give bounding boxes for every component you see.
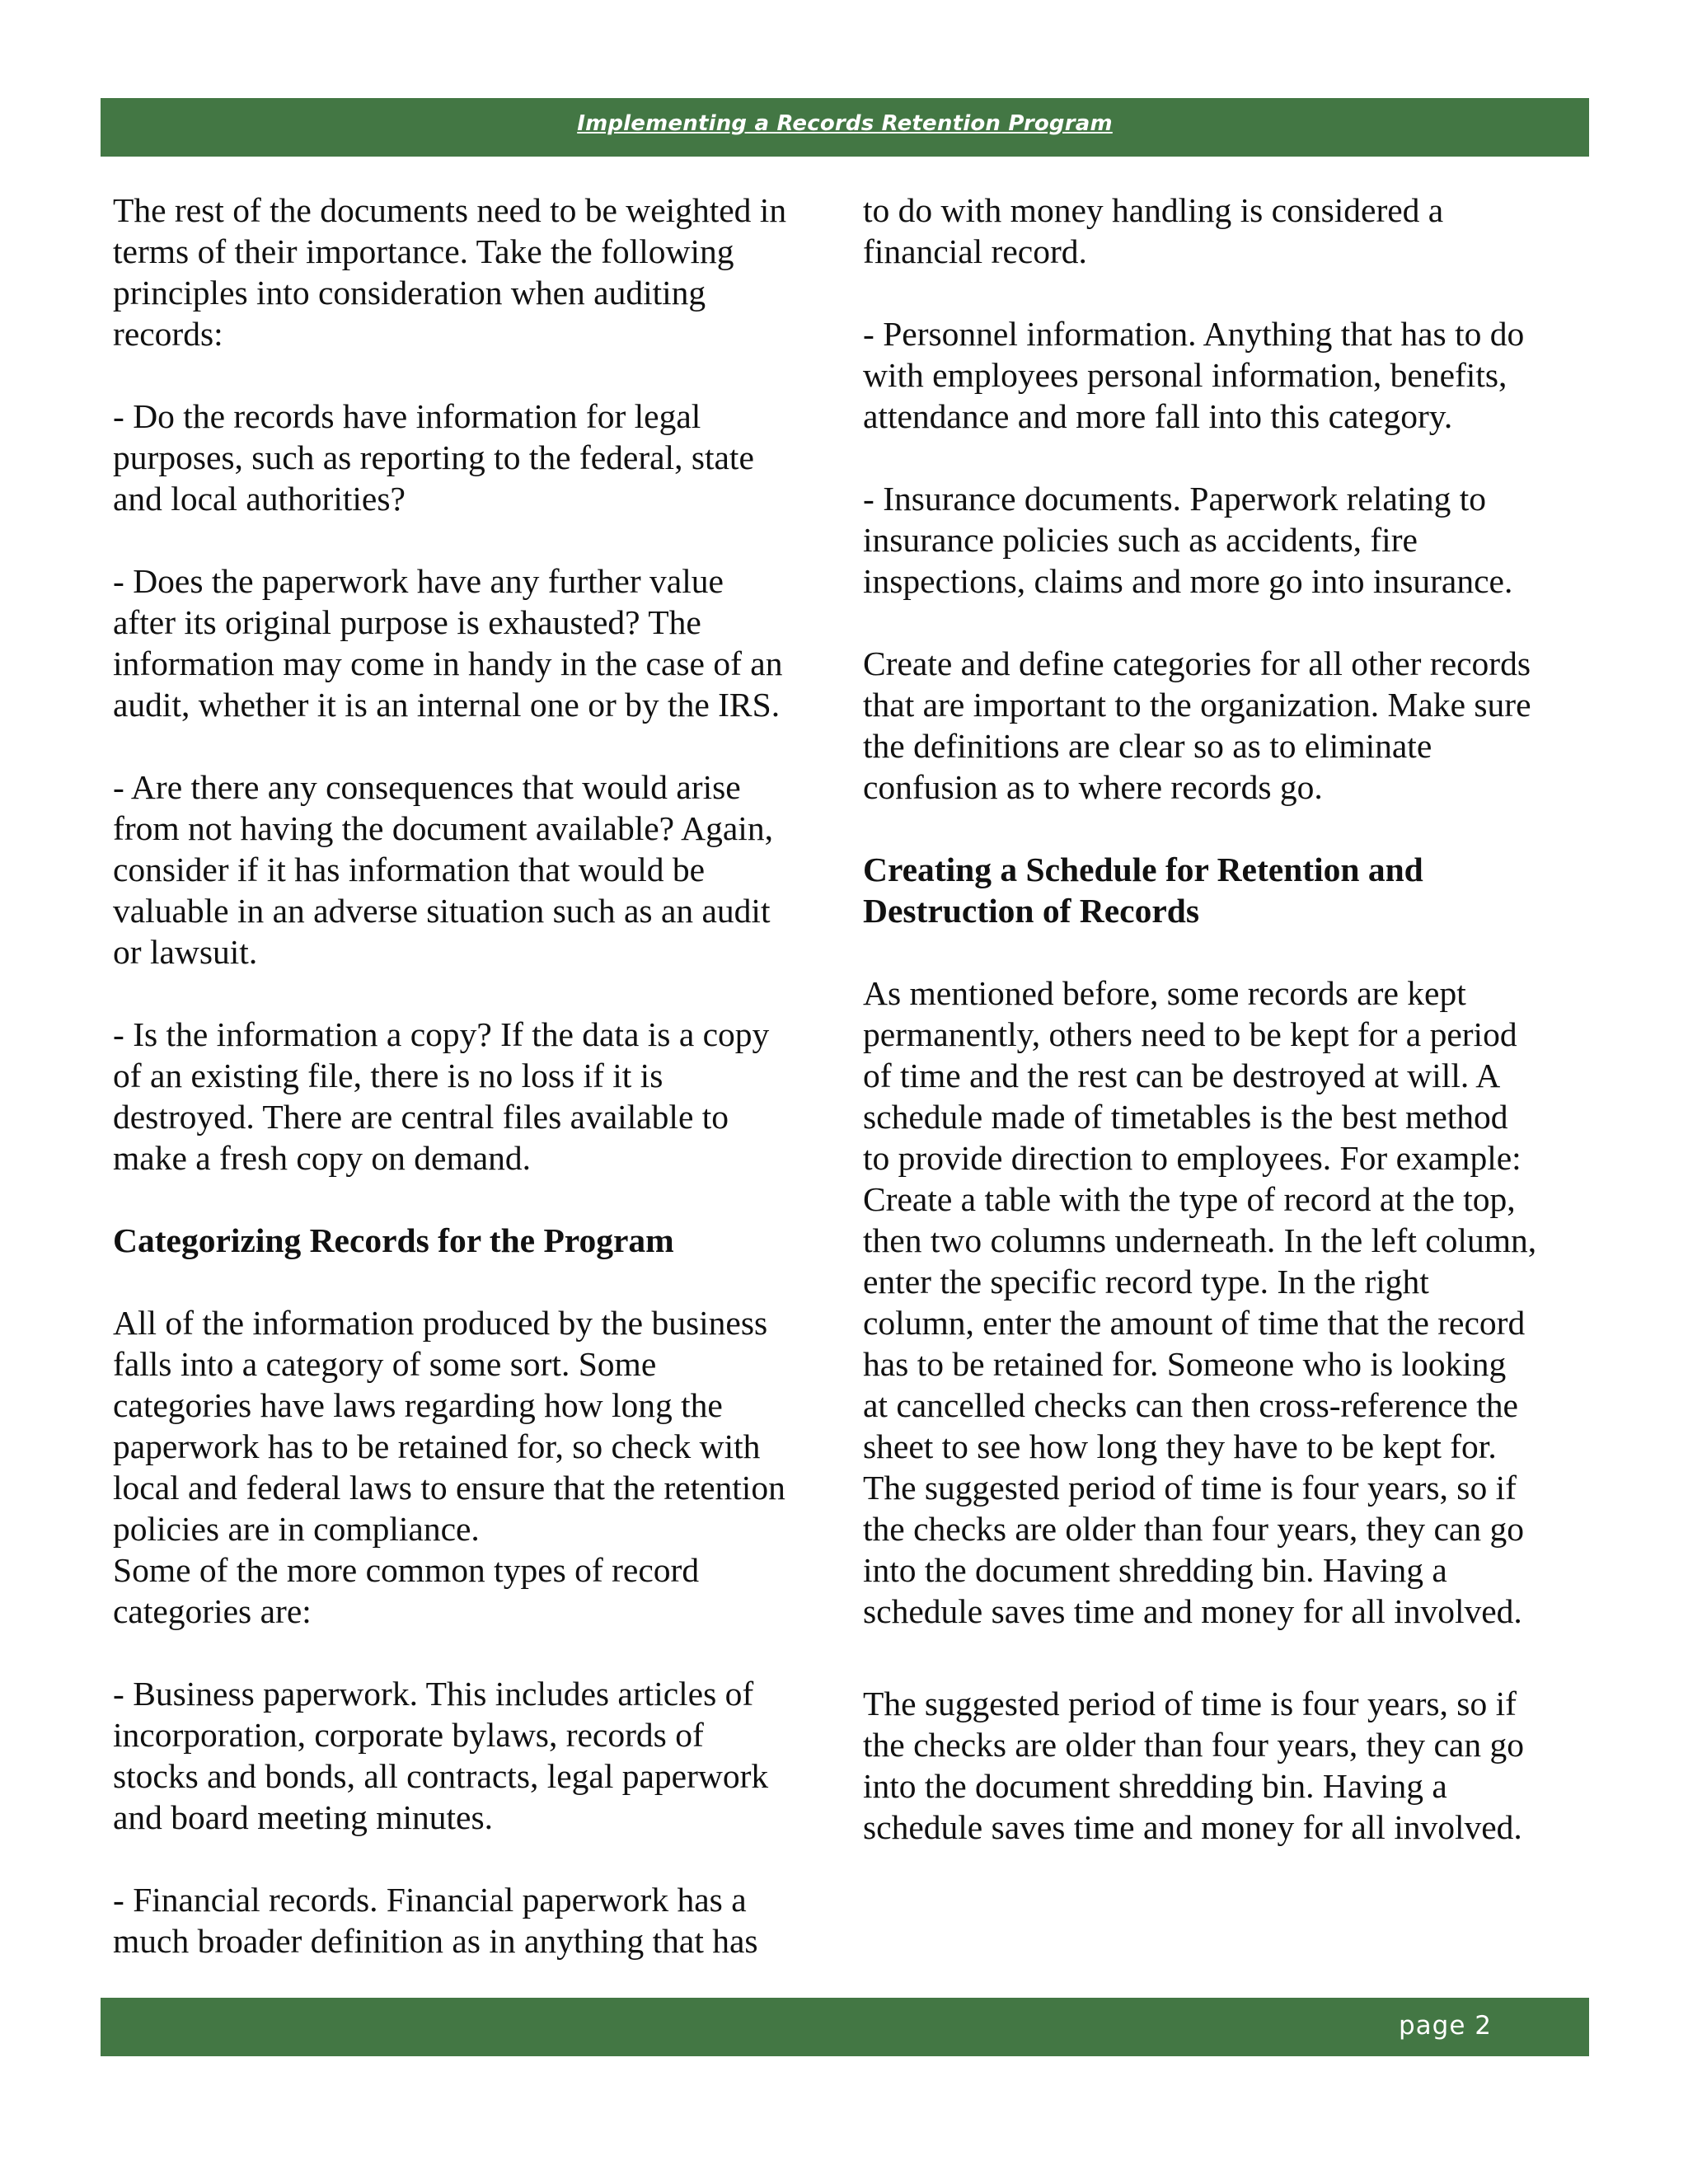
paragraph-financial-records: - Financial records. Financial paperwork has a much broader definition as in anything that has — [113, 1881, 758, 1960]
paragraph-define-categories: Create and define categories for all other records that are important to the organization. Make sure the definitions are clear so as to eliminate confusion as to where records go. — [863, 644, 1531, 806]
paragraph-insurance: - Insurance documents. Paperwork relating to insurance policies such as accidents, fire inspections, claims and more go into insurance. — [863, 480, 1513, 600]
paragraph-further-value: - Does the paperwork have any further value after its original purpose is exhausted? The information may come in handy in the case of an audit, whether it is an internal one or by the IRS. — [113, 562, 783, 724]
paragraph-copy: - Is the information a copy? If the data is a copy of an existing file, there is no loss if it is destroyed. There are central files available to make a fresh copy on demand. — [113, 1015, 770, 1177]
page-number: page 2 — [1398, 2011, 1492, 2041]
paragraph-financial-continued: to do with money handling is considered a financial record. — [863, 191, 1444, 270]
right-column — [863, 190, 1580, 1889]
header-band — [101, 98, 1589, 157]
left-column — [113, 190, 830, 1961]
document-title: Implementing a Records Retention Program — [577, 111, 1113, 136]
paragraph-schedule: As mentioned before, some records are kept permanently, others need to be kept for a period of time and the rest can be destroyed at will. A schedule made of timetables is the best method to provide direction to employees. For example: Create a table with the type of record at the top, then two columns underneath. In the left column, enter the specific record type. In the right column, enter the amount of time that the record has to be retained for. Someone who is looking at cancelled checks can then cross-reference the sheet to see how long they have to be kept for. The suggested period of time is four years, so if the checks are older than four years, they can go into the document shredding bin. Having a schedule saves time and money for all involved. — [863, 974, 1537, 1630]
paragraph-intro: The rest of the documents need to be weighted in terms of their importance. Take the following principles into consideration when auditing records: — [113, 191, 787, 353]
paragraph-common-types: Some of the more common types of record categories are: — [113, 1551, 700, 1630]
footer-band — [101, 1998, 1589, 2056]
paragraph-consequences: - Are there any consequences that would arise from not having the document available? Again, consider if it has information that would be valuable in an adverse situation such as an audit or lawsuit. — [113, 768, 773, 971]
section-heading-schedule: Creating a Schedule for Retention and Destruction of Records — [863, 851, 1423, 930]
paragraph-legal-purposes: - Do the records have information for legal purposes, such as reporting to the federal, state and local authorities? — [113, 397, 754, 518]
paragraph-personnel: - Personnel information. Anything that has to do with employees personal information, benefits, attendance and more fall into this category. — [863, 315, 1525, 435]
section-heading-categorizing: Categorizing Records for the Program — [113, 1221, 674, 1259]
paragraph-suggested-period: The suggested period of time is four years, so if the checks are older than four years, they can go into the document shredding bin. Having a schedule saves time and money for all involved. — [863, 1685, 1524, 1846]
paragraph-categories-intro: All of the information produced by the business falls into a category of some sort. Some categories have laws regarding how long the paperwork has to be retained for, so check with local and federal laws to ensure that the retention policies are in compliance. — [113, 1304, 785, 1548]
paragraph-business-paperwork: - Business paperwork. This includes articles of incorporation, corporate bylaws, records of stocks and bonds, all contracts, legal paperwork and board meeting minutes. — [113, 1675, 769, 1836]
